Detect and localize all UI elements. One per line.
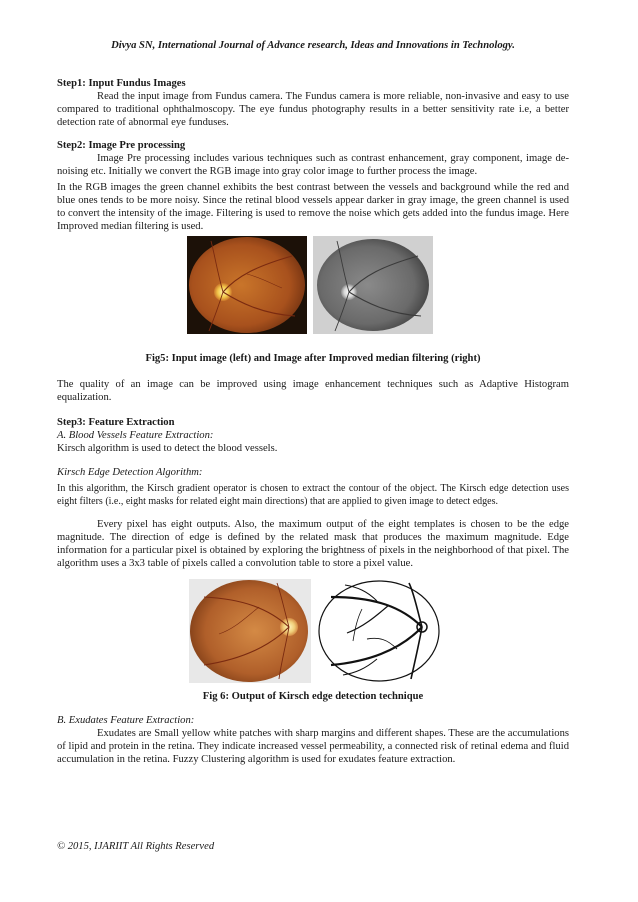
step2-section (57, 139, 569, 233)
figure-6 (189, 579, 441, 683)
step1-heading: Step1: Input Fundus Images (57, 78, 186, 89)
subsection-b (57, 714, 569, 766)
running-header: Divya SN, International Journal of Advance research, Ideas and Innovations in Technology. (111, 40, 515, 51)
fundus-input-image (187, 236, 307, 334)
copyright-footer: © 2015, IJARIIT All Rights Reserved (57, 841, 215, 852)
pixel-section (57, 518, 569, 570)
kirsch-paragraph: In this algorithm, the Kirsch gradient operator is chosen to extract the contour of the object. The Kirsch edge detection uses eight filters (i.e., eight masks for related eight main directions) that are applied to given image to detect edges. (57, 483, 569, 507)
step2-paragraph-2: In the RGB images the green channel exhibits the best contrast between the vessels and background while the red and blue ones tends to be more noisy. Since the retinal blood vessels appear darker in gray image, the green channel is used to convert the intensity of the image. Filtering is used to remove the noise which gets added into the fundus image. Here Improved median filtering is used. (57, 182, 569, 232)
kirsch-edge-output-image (317, 579, 441, 683)
step1-paragraph: Read the input image from Fundus camera. The Fundus camera is more reliable, non-invasive and easy to use compared to traditional ophthalmoscopy. The eye fundus photography results in a better sensitivity rate i.e, a better detection rate of abnormal eye funduses. (57, 91, 569, 128)
pixel-paragraph: Every pixel has eight outputs. Also, the maximum output of the eight templates is chosen to be the edge magnitude. The direction of edge is defined by the related mask that produces the maximum magnitude. Edge information for a particular pixel is obtained by exploring the brightness of pixels in the neighborhood of that pixel. The algorithm uses a 3x3 table of pixels called a convolution table to store a pixel value. (57, 519, 569, 569)
figure-5-caption: Fig5: Input image (left) and Image after Improved median filtering (right) (145, 353, 481, 364)
step2-paragraph-1: Image Pre processing includes various techniques such as contrast enhancement, gray component, image de-noising etc. Initially we convert the RGB image into gray color image to further process the image. (57, 153, 569, 177)
subsection-a-text: Kirsch algorithm is used to detect the blood vessels. (57, 443, 278, 454)
figure-5 (187, 236, 433, 334)
step3-section (57, 416, 569, 455)
step1-section (57, 77, 569, 129)
subsection-b-paragraph: Exudates are Small yellow white patches with sharp margins and different shapes. These are the accumulations of lipid and protein in the retina. They indicate increased vessel permeability, a connected risk of retinal edema and fluid accumulation in the retina. Fuzzy Clustering algorithm is used for exudates feature extraction. (57, 728, 569, 765)
subsection-a-heading: A. Blood Vessels Feature Extraction: (57, 430, 214, 441)
fundus-filtered-image (313, 236, 433, 334)
figure-6-caption: Fig 6: Output of Kirsch edge detection technique (202, 691, 424, 702)
kirsch-section (57, 466, 569, 508)
step3-heading: Step3: Feature Extraction (57, 417, 175, 428)
step2-heading: Step2: Image Pre processing (57, 140, 186, 151)
quality-section (57, 378, 569, 404)
subsection-b-heading: B. Exudates Feature Extraction: (57, 715, 195, 726)
fundus-color-image (189, 579, 311, 683)
quality-paragraph: The quality of an image can be improved using image enhancement techniques such as Adaptive Histogram equalization. (57, 379, 569, 403)
kirsch-heading: Kirsch Edge Detection Algorithm: (57, 467, 203, 478)
